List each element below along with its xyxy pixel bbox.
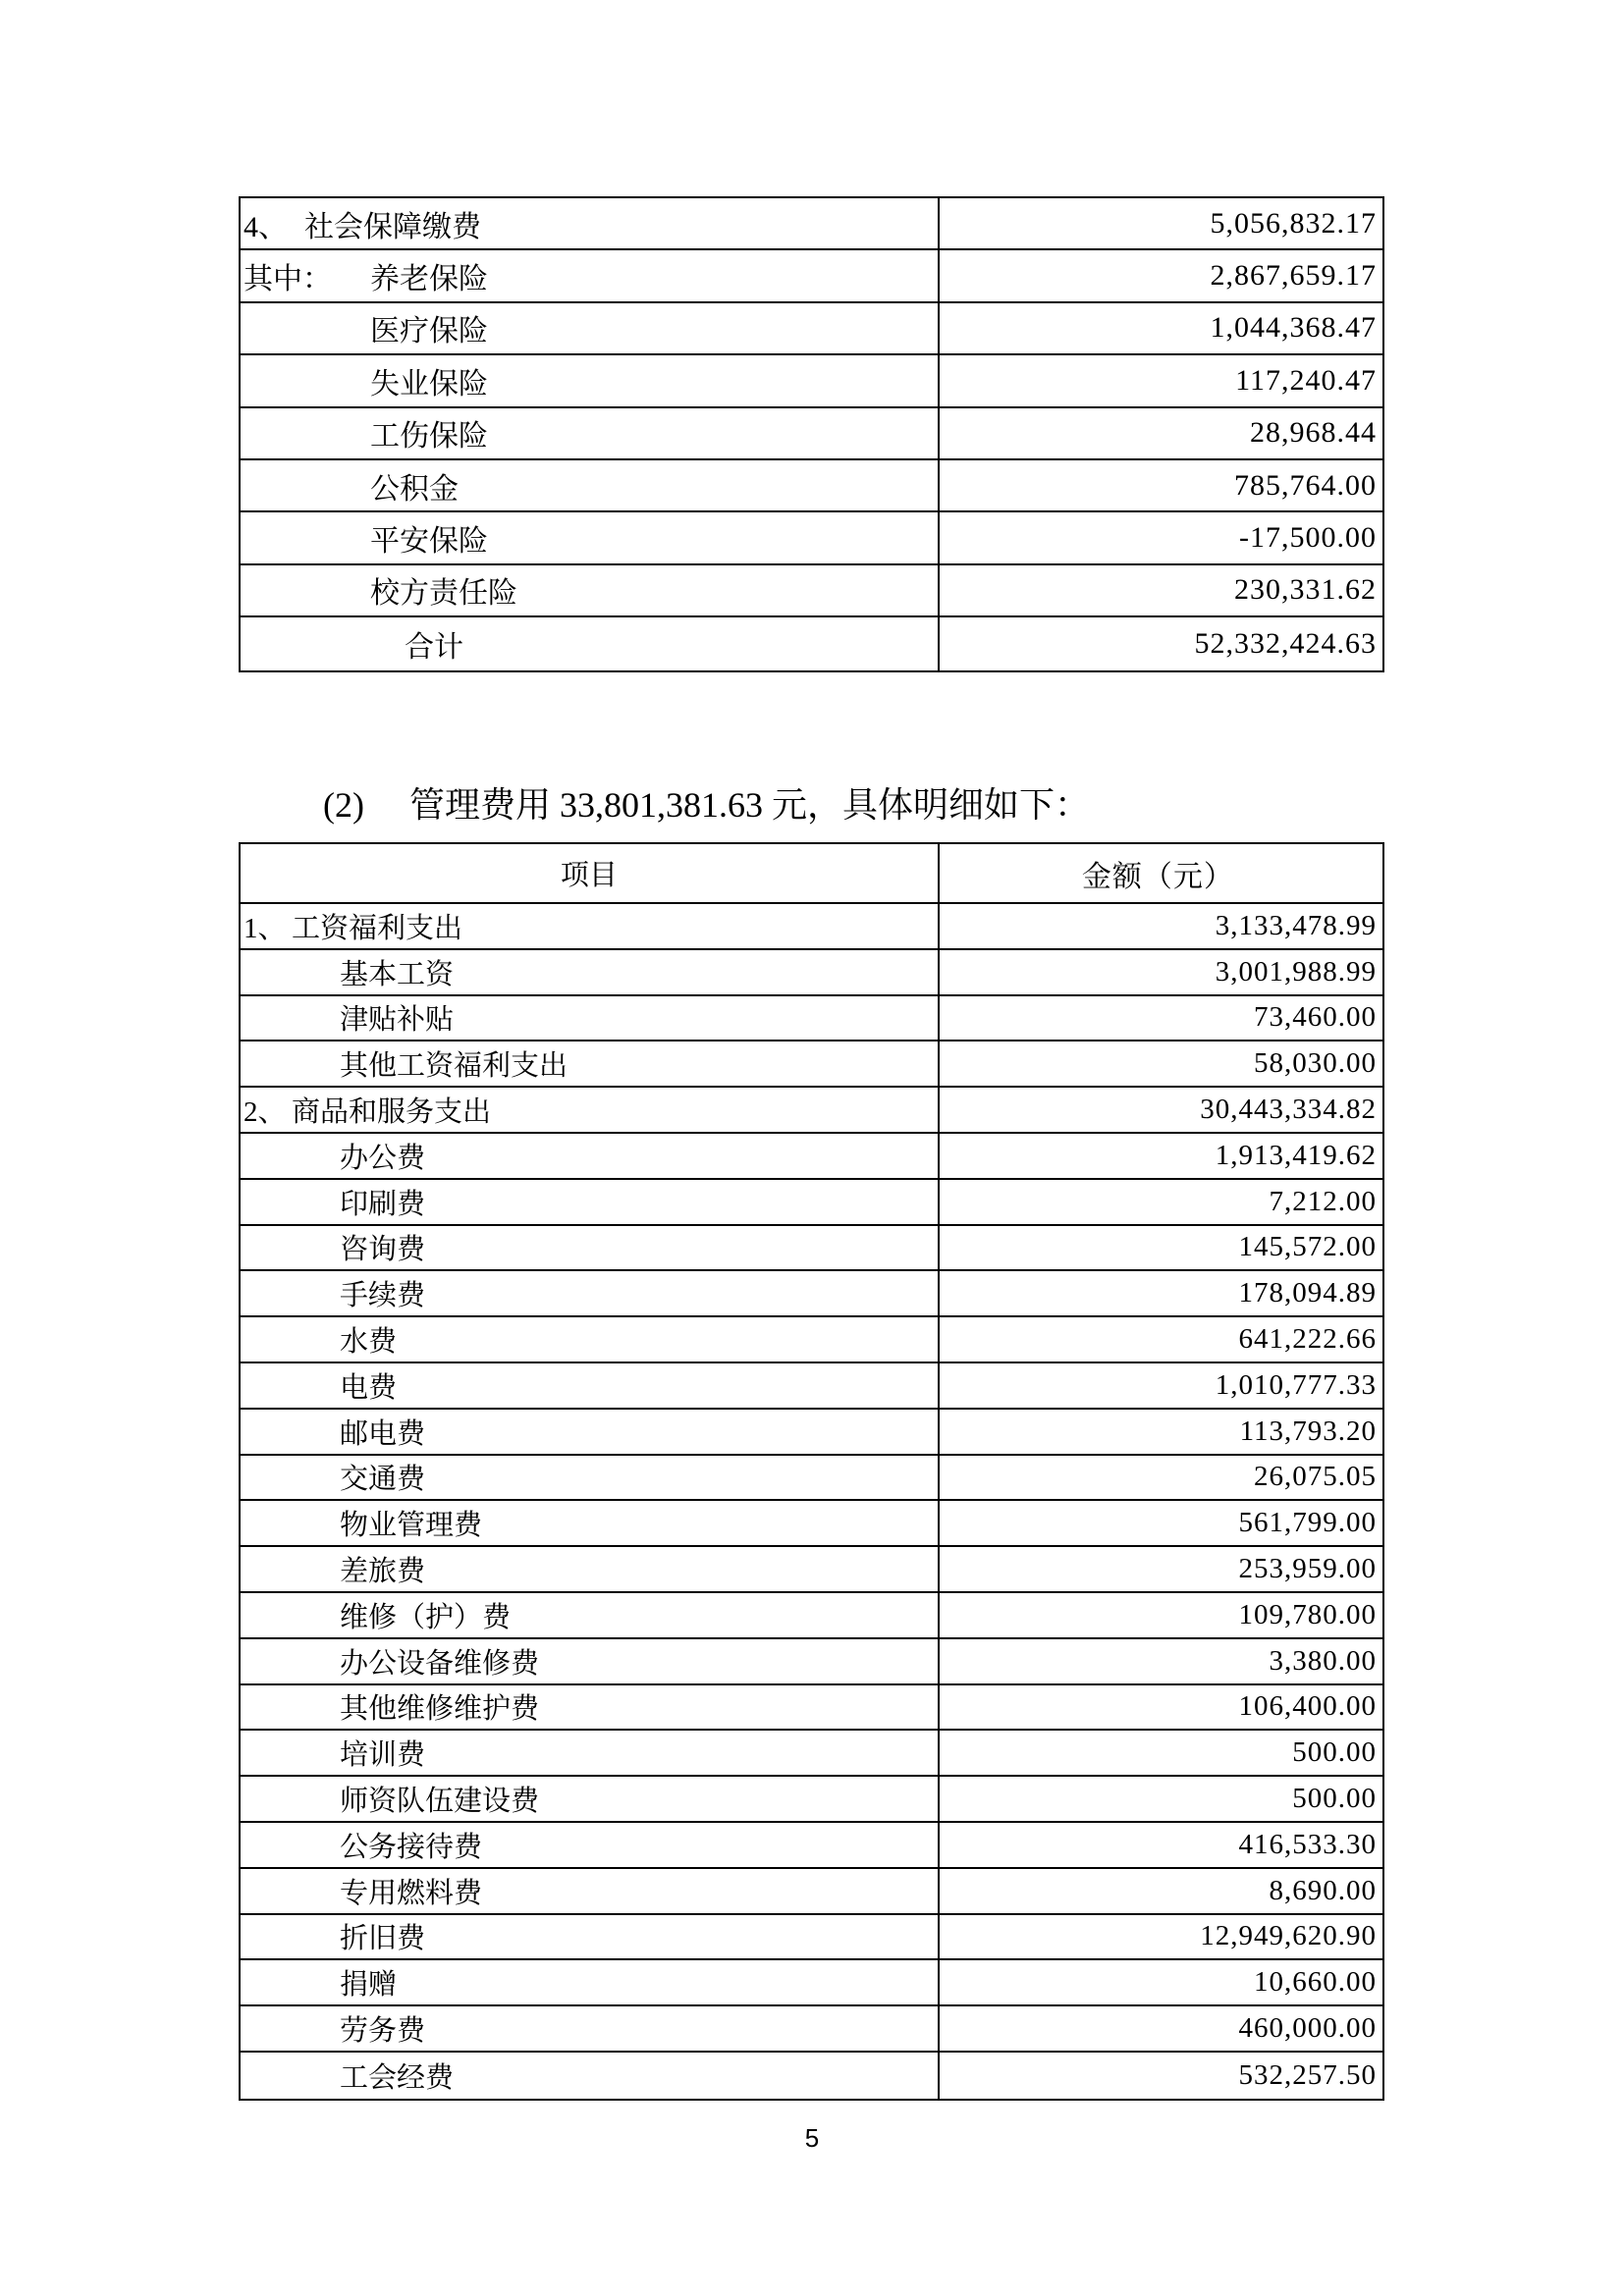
item-cell bbox=[241, 2006, 940, 2051]
item-cell bbox=[241, 2053, 940, 2099]
item-label: 津贴补贴 bbox=[340, 1004, 455, 1037]
item-cell bbox=[241, 950, 940, 994]
item-label: 劳务费 bbox=[340, 2015, 426, 2048]
table-row bbox=[241, 1501, 1382, 1547]
item-label: 公务接待费 bbox=[340, 1831, 483, 1863]
item-label: 其他工资福利支出 bbox=[340, 1050, 568, 1083]
item-cell bbox=[241, 460, 940, 510]
amount-cell: 532,257.50 bbox=[1238, 2058, 1377, 2091]
item-number: 4、 bbox=[244, 210, 288, 243]
item-label: 师资队伍建设费 bbox=[340, 1786, 540, 1818]
amount-cell: 561,799.00 bbox=[1238, 1507, 1377, 1539]
item-label: 校方责任险 bbox=[370, 577, 517, 611]
table-row bbox=[241, 1410, 1382, 1456]
amount-cell: 3,001,988.99 bbox=[1215, 955, 1377, 988]
item-cell bbox=[241, 1271, 940, 1315]
table-row bbox=[241, 1960, 1382, 2006]
table-row bbox=[241, 198, 1382, 250]
item-cell bbox=[241, 1088, 940, 1132]
item-cell bbox=[241, 996, 940, 1041]
table-row bbox=[241, 460, 1382, 512]
item-cell bbox=[241, 1639, 940, 1683]
item-label: 基本工资 bbox=[340, 958, 455, 990]
item-label: 水费 bbox=[340, 1326, 398, 1359]
table-row bbox=[241, 250, 1382, 302]
item-label: 邮电费 bbox=[340, 1417, 426, 1450]
table-row-total bbox=[241, 617, 1382, 669]
amount-cell: 253,959.00 bbox=[1238, 1553, 1377, 1585]
item-cell bbox=[241, 565, 940, 615]
item-cell bbox=[241, 1547, 940, 1591]
table-row bbox=[241, 303, 1382, 355]
item-cell bbox=[241, 1317, 940, 1362]
amount-cell: 416,533.30 bbox=[1238, 1828, 1377, 1860]
amount-cell: 785,764.00 bbox=[1234, 468, 1377, 502]
amount-cell: 178,094.89 bbox=[1238, 1277, 1377, 1309]
amount-cell: 7,212.00 bbox=[1269, 1185, 1377, 1217]
item-cell bbox=[241, 355, 940, 405]
amount-cell: 58,030.00 bbox=[1254, 1047, 1377, 1080]
amount-cell: 500.00 bbox=[1292, 1736, 1377, 1769]
item-cell bbox=[241, 1456, 940, 1500]
item-label: 养老保险 bbox=[370, 263, 488, 296]
item-label: 培训费 bbox=[340, 1739, 426, 1772]
amount-cell: 109,780.00 bbox=[1238, 1598, 1377, 1630]
amount-cell: 1,044,368.47 bbox=[1210, 311, 1377, 345]
item-label: 办公费 bbox=[340, 1142, 426, 1174]
table-row bbox=[241, 1088, 1382, 1134]
item-cell bbox=[241, 512, 940, 562]
item-cell bbox=[241, 617, 940, 669]
amount-cell: 1,913,419.62 bbox=[1215, 1139, 1377, 1171]
amount-cell: 73,460.00 bbox=[1254, 1001, 1377, 1034]
table-row bbox=[241, 355, 1382, 407]
item-cell bbox=[241, 1410, 940, 1454]
table-row bbox=[241, 1915, 1382, 1961]
table-row bbox=[241, 1593, 1382, 1639]
table-row bbox=[241, 2006, 1382, 2053]
amount-cell: 28,968.44 bbox=[1250, 416, 1377, 450]
amount-cell: 460,000.00 bbox=[1238, 2012, 1377, 2045]
amount-cell: 113,793.20 bbox=[1239, 1415, 1377, 1447]
item-label: 咨询费 bbox=[340, 1234, 426, 1266]
item-label: 手续费 bbox=[340, 1280, 426, 1312]
amount-cell: -17,500.00 bbox=[1239, 521, 1377, 555]
total-amount-cell: 52,332,424.63 bbox=[1194, 626, 1377, 660]
item-number: 1、 bbox=[244, 912, 287, 944]
item-cell bbox=[241, 1226, 940, 1270]
item-cell bbox=[241, 1960, 940, 2004]
item-label: 物业管理费 bbox=[340, 1510, 483, 1542]
amount-cell: 641,222.66 bbox=[1238, 1323, 1377, 1356]
amount-cell: 5,056,832.17 bbox=[1210, 206, 1377, 240]
header-amount-cell bbox=[940, 844, 1382, 902]
item-cell bbox=[241, 1869, 940, 1913]
item-cell bbox=[241, 198, 940, 248]
amount-cell: 106,400.00 bbox=[1238, 1690, 1377, 1723]
item-cell bbox=[241, 1777, 940, 1821]
management-expense-table bbox=[239, 842, 1384, 2101]
table-row bbox=[241, 565, 1382, 617]
table-row bbox=[241, 1547, 1382, 1593]
table-row bbox=[241, 1639, 1382, 1685]
table-row bbox=[241, 1134, 1382, 1180]
amount-cell: 230,331.62 bbox=[1234, 573, 1377, 607]
header-item-label: 项目 bbox=[560, 860, 618, 891]
item-label: 平安保险 bbox=[370, 525, 488, 559]
item-cell bbox=[241, 1180, 940, 1224]
header-item-cell bbox=[241, 844, 940, 902]
item-cell bbox=[241, 1363, 940, 1408]
page-number: 5 bbox=[804, 2123, 820, 2153]
item-cell bbox=[241, 904, 940, 948]
item-cell bbox=[241, 408, 940, 458]
table-row bbox=[241, 1180, 1382, 1226]
total-label: 合计 bbox=[405, 630, 463, 664]
item-prefix: 其中： bbox=[244, 263, 332, 296]
table-row bbox=[241, 1731, 1382, 1777]
table-row bbox=[241, 1226, 1382, 1272]
header-amount-label: 金额（元） bbox=[1081, 860, 1234, 893]
item-label: 失业保险 bbox=[370, 367, 488, 400]
item-label: 社会保障缴费 bbox=[304, 210, 481, 243]
item-label: 电费 bbox=[340, 1371, 398, 1404]
table-row bbox=[241, 1363, 1382, 1410]
item-label: 工资福利支出 bbox=[292, 912, 463, 944]
item-label: 差旅费 bbox=[340, 1556, 426, 1588]
table-row bbox=[241, 1271, 1382, 1317]
amount-cell: 117,240.47 bbox=[1235, 363, 1377, 397]
item-label: 维修（护）费 bbox=[340, 1601, 512, 1633]
item-label: 交通费 bbox=[340, 1464, 426, 1496]
amount-cell: 3,133,478.99 bbox=[1215, 909, 1377, 941]
item-cell bbox=[241, 1915, 940, 1959]
item-label: 其他维修维护费 bbox=[340, 1693, 540, 1726]
item-label: 医疗保险 bbox=[370, 315, 488, 348]
item-label: 印刷费 bbox=[340, 1188, 426, 1220]
item-label: 办公设备维修费 bbox=[340, 1647, 540, 1680]
amount-cell: 3,380.00 bbox=[1269, 1644, 1377, 1677]
section-number: (2) bbox=[323, 785, 364, 825]
item-cell bbox=[241, 1823, 940, 1867]
item-label: 工会经费 bbox=[340, 2061, 455, 2094]
item-label: 折旧费 bbox=[340, 1923, 426, 1955]
table-row bbox=[241, 1041, 1382, 1088]
item-number: 2、 bbox=[244, 1096, 287, 1129]
amount-cell: 2,867,659.17 bbox=[1210, 259, 1377, 293]
section-heading bbox=[323, 777, 1090, 828]
table-row bbox=[241, 1685, 1382, 1732]
table-row bbox=[241, 1456, 1382, 1502]
amount-cell: 10,660.00 bbox=[1254, 1966, 1377, 1999]
table-row bbox=[241, 1777, 1382, 1823]
amount-cell: 12,949,620.90 bbox=[1200, 1920, 1377, 1952]
item-label: 公积金 bbox=[370, 472, 459, 506]
table-row bbox=[241, 950, 1382, 996]
table-row bbox=[241, 512, 1382, 564]
table-row bbox=[241, 1823, 1382, 1869]
table-row bbox=[241, 2053, 1382, 2099]
amount-cell: 500.00 bbox=[1292, 1783, 1377, 1815]
table-header-row bbox=[241, 844, 1382, 904]
amount-cell: 30,443,334.82 bbox=[1200, 1094, 1377, 1126]
amount-cell: 26,075.05 bbox=[1254, 1461, 1377, 1493]
table-row bbox=[241, 904, 1382, 950]
item-label: 商品和服务支出 bbox=[292, 1096, 492, 1129]
item-cell bbox=[241, 1593, 940, 1637]
item-cell bbox=[241, 1731, 940, 1775]
item-cell bbox=[241, 250, 940, 300]
amount-cell: 1,010,777.33 bbox=[1215, 1368, 1377, 1401]
table-row bbox=[241, 1869, 1382, 1915]
social-security-table bbox=[239, 196, 1384, 672]
item-cell bbox=[241, 303, 940, 353]
item-cell bbox=[241, 1685, 940, 1730]
table-row bbox=[241, 996, 1382, 1042]
item-cell bbox=[241, 1134, 940, 1178]
table-row bbox=[241, 408, 1382, 460]
item-label: 专用燃料费 bbox=[340, 1877, 483, 1909]
section-title: 管理费用 33,801,381.63 元，具体明细如下： bbox=[408, 785, 1090, 825]
item-cell bbox=[241, 1501, 940, 1545]
amount-cell: 8,690.00 bbox=[1269, 1874, 1377, 1906]
item-label: 工伤保险 bbox=[370, 420, 488, 454]
table-row bbox=[241, 1317, 1382, 1363]
amount-cell: 145,572.00 bbox=[1238, 1231, 1377, 1263]
item-cell bbox=[241, 1041, 940, 1086]
item-label: 捐赠 bbox=[340, 1969, 398, 2002]
